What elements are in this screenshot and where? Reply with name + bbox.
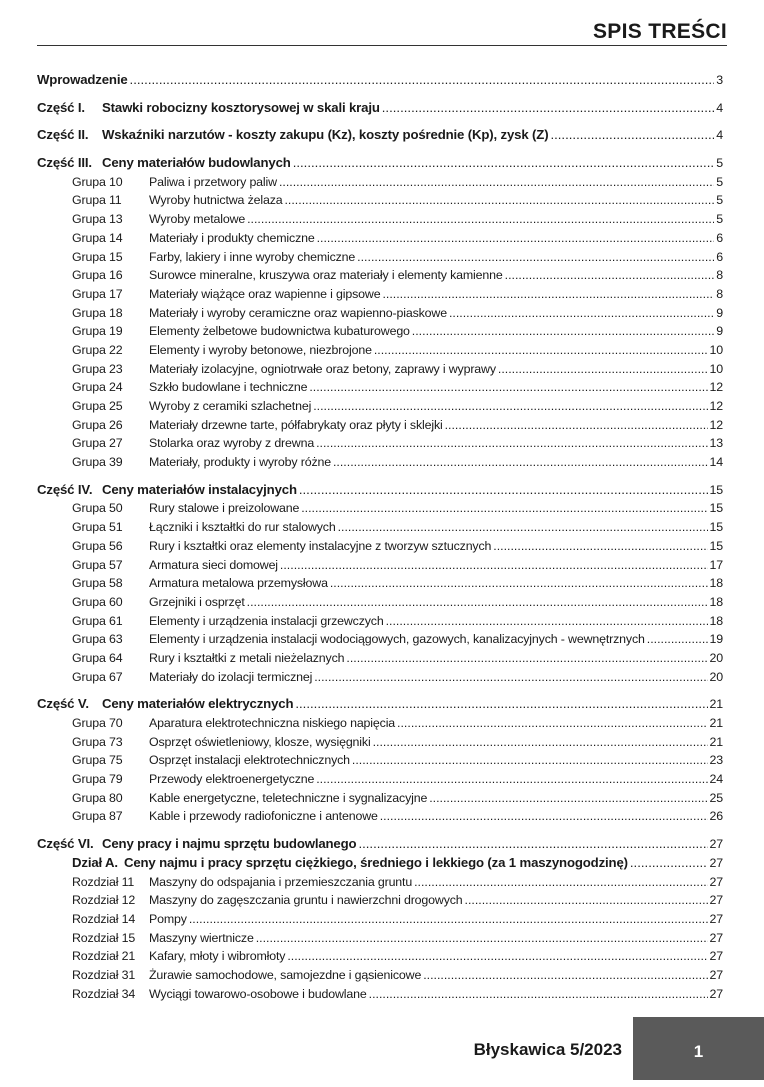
- toc-entry-label: Grupa 75: [72, 753, 123, 768]
- toc-entry-title: Wskaźniki narzutów - koszty zakupu (Kz), koszty pośrednie (Kp), zysk (Z): [102, 127, 549, 143]
- toc-dot-leader: [338, 518, 708, 537]
- toc-entry-label: Grupa 51: [72, 520, 123, 535]
- toc-dot-leader: [284, 191, 714, 210]
- toc-entry-group[interactable]: [37, 285, 723, 304]
- toc-entry-group[interactable]: [37, 341, 723, 360]
- toc-entry-chapter[interactable]: [37, 891, 723, 910]
- toc-entry-page: 21: [709, 697, 723, 712]
- toc-entry-label: Grupa 56: [72, 538, 123, 553]
- toc-dot-leader: [380, 807, 708, 826]
- toc-entry-label: Grupa 50: [72, 501, 123, 516]
- toc-entry-intro[interactable]: [37, 71, 723, 90]
- toc-entry-group[interactable]: [37, 360, 723, 379]
- toc-entry-label: Grupa 39: [72, 455, 123, 470]
- toc-entry-group[interactable]: [37, 266, 723, 285]
- toc-entry-group[interactable]: [37, 556, 723, 575]
- toc-dot-leader: [423, 966, 707, 985]
- toc-entry-page: 10: [709, 342, 723, 357]
- toc-entry-page: 4: [716, 100, 723, 115]
- toc-dot-leader: [429, 789, 707, 808]
- toc-entry-group[interactable]: [37, 649, 723, 668]
- toc-entry-part[interactable]: [37, 99, 723, 118]
- toc-entry-page: 27: [709, 911, 723, 926]
- toc-entry-label: Grupa 70: [72, 716, 123, 730]
- toc-entry-group[interactable]: [37, 733, 723, 752]
- toc-entry-page: 24: [709, 772, 723, 787]
- toc-entry-page: 13: [709, 436, 723, 451]
- toc-entry-label: Rozdział 11: [72, 874, 135, 889]
- toc-entry-title: Ceny pracy i najmu sprzętu budowlanego: [102, 836, 357, 852]
- footer-page-number: 1: [693, 1042, 704, 1061]
- toc-entry-group[interactable]: [37, 714, 723, 733]
- toc-dot-leader: [247, 210, 714, 229]
- toc-entry-page: 19: [709, 632, 723, 647]
- toc-entry-title: Maszyny wiertnicze: [149, 930, 254, 945]
- toc-entry-label: Grupa 13: [72, 212, 123, 227]
- toc-entry-title: Wprowadzenie: [37, 72, 128, 87]
- toc-entry-title: Ceny materiałów budowlanych: [102, 155, 291, 171]
- toc-entry-title: Stawki robocizny kosztorysowej w skali kraju: [102, 99, 380, 115]
- toc-entry-title: Elementy i urządzenia instalacji grzewczych: [149, 613, 384, 628]
- toc-entry-title: Materiały wiążące oraz wapienne i gipsowe: [149, 286, 381, 301]
- toc-entry-group[interactable]: [37, 397, 723, 416]
- toc-entry-page: 8: [716, 268, 723, 283]
- toc-entry-page: 27: [709, 855, 723, 870]
- toc-entry-title: Materiały i produkty chemiczne: [149, 230, 315, 245]
- toc-dot-leader: [293, 154, 715, 173]
- toc-entry-title: Armatura metalowa przemysłowa: [149, 576, 328, 591]
- toc-entry-label: Dział A.: [72, 854, 118, 870]
- toc-entry-title: Pompy: [149, 911, 187, 926]
- toc-entry-page: 5: [716, 212, 723, 227]
- toc-entry-chapter[interactable]: [37, 966, 723, 985]
- toc-entry-page: 21: [709, 716, 723, 730]
- toc-entry-page: 14: [709, 455, 723, 470]
- toc-entry-page: 15: [709, 501, 723, 516]
- toc-dot-leader: [412, 322, 714, 341]
- toc-entry-title: Rury i kształtki oraz elementy instalacyjne z tworzyw sztucznych: [149, 538, 492, 553]
- toc-dot-leader: [414, 873, 707, 892]
- toc-dot-leader: [550, 126, 714, 145]
- toc-entry-label: Grupa 26: [72, 417, 123, 432]
- toc-entry-label: Grupa 58: [72, 576, 123, 591]
- toc-dot-leader: [247, 593, 708, 612]
- toc-dot-leader: [295, 695, 707, 714]
- toc-entry-chapter[interactable]: [37, 985, 723, 1004]
- toc-dot-leader: [397, 714, 707, 733]
- toc-entry-title: Ceny materiałów instalacyjnych: [102, 481, 297, 497]
- toc-entry-label: Grupa 24: [72, 380, 123, 395]
- toc-entry-part[interactable]: [37, 154, 723, 173]
- toc-entry-page: 27: [709, 837, 723, 852]
- toc-entry-title: Wyroby metalowe: [149, 212, 246, 227]
- toc-entry-page: 12: [709, 399, 723, 413]
- toc-entry-label: Grupa 25: [72, 399, 123, 413]
- toc-dot-leader: [316, 770, 707, 789]
- header-divider: [37, 45, 727, 46]
- toc-entry-group[interactable]: [37, 191, 723, 210]
- toc-dot-leader: [189, 910, 708, 929]
- toc-entry-chapter[interactable]: [37, 947, 723, 966]
- toc-entry-label: Grupa 16: [72, 268, 123, 283]
- toc-entry-label: Grupa 73: [72, 734, 123, 749]
- toc-dot-leader: [498, 360, 708, 379]
- toc-entry-group[interactable]: [37, 453, 723, 472]
- toc-entry-label: Grupa 60: [72, 594, 123, 609]
- toc-entry-page: 12: [709, 380, 723, 395]
- toc-entry-title: Armatura sieci domowej: [149, 557, 278, 572]
- toc-dot-leader: [130, 71, 715, 90]
- toc-entry-title: Wyroby z ceramiki szlachetnej: [149, 399, 312, 413]
- toc-entry-title: Elementy i urządzenia instalacji wodociągowych, gazowych, kanalizacyjnych - wewnętrznych: [149, 632, 645, 647]
- toc-dot-leader: [279, 173, 714, 192]
- toc-entry-group[interactable]: [37, 499, 723, 518]
- toc-dot-leader: [314, 668, 707, 687]
- toc-entry-label: Grupa 14: [72, 230, 123, 245]
- toc-entry-group[interactable]: [37, 593, 723, 612]
- toc-entry-title: Elementy żelbetowe budownictwa kubaturowego: [149, 324, 410, 339]
- toc-entry-label: Grupa 22: [72, 342, 123, 357]
- toc-dot-leader: [382, 285, 714, 304]
- toc-entry-group[interactable]: [37, 173, 723, 192]
- toc-entry-page: 18: [709, 576, 723, 591]
- toc-entry-page: 9: [716, 324, 723, 339]
- toc-entry-label: Grupa 80: [72, 790, 123, 805]
- toc-entry-title: Łączniki i kształtki do rur stalowych: [149, 520, 336, 535]
- toc-dot-leader: [630, 854, 708, 873]
- toc-entry-title: Materiały izolacyjne, ogniotrwałe oraz betony, zaprawy i wyprawy: [149, 361, 496, 376]
- toc-dot-leader: [316, 434, 707, 453]
- toc-entry-group[interactable]: [37, 378, 723, 397]
- toc-entry-label: Grupa 57: [72, 557, 123, 572]
- toc-entry-title: Surowce mineralne, kruszywa oraz materiały i elementy kamienne: [149, 268, 503, 283]
- toc-entry-group[interactable]: [37, 210, 723, 229]
- toc-entry-label: Część III.: [37, 155, 92, 171]
- toc-entry-title: Rury stalowe i preizolowane: [149, 501, 300, 516]
- toc-entry-page: 3: [716, 73, 723, 87]
- toc-entry-label: Grupa 11: [72, 193, 122, 208]
- toc-entry-title: Wyciągi towarowo-osobowe i budowlane: [149, 986, 367, 1001]
- toc-entry-label: Grupa 67: [72, 669, 123, 684]
- toc-entry-label: Rozdział 15: [72, 930, 136, 945]
- toc-entry-label: Grupa 27: [72, 436, 123, 451]
- toc-entry-label: Grupa 10: [72, 174, 123, 189]
- toc-entry-label: Część II.: [37, 127, 89, 143]
- toc-entry-title: Paliwa i przetwory paliw: [149, 174, 277, 189]
- toc-entry-title: Osprzęt oświetleniowy, klosze, wysięgniki: [149, 734, 371, 749]
- toc-entry-page: 5: [716, 156, 723, 171]
- toc-dot-leader: [505, 266, 715, 285]
- toc-entry-page: 23: [709, 753, 723, 768]
- toc-entry-page: 17: [709, 557, 723, 572]
- toc-entry-title: Materiały i wyroby ceramiczne oraz wapienno-piaskowe: [149, 305, 447, 320]
- toc-dot-leader: [647, 630, 708, 649]
- toc-entry-title: Kafary, młoty i wibromłoty: [149, 949, 286, 964]
- footer-publication-title: Błyskawica 5/2023: [473, 1040, 622, 1059]
- toc-entry-page: 12: [709, 417, 723, 432]
- toc-entry-page: 5: [716, 174, 723, 189]
- toc-entry-group[interactable]: [37, 537, 723, 556]
- toc-entry-title: Ceny najmu i pracy sprzętu ciężkiego, średniego i lekkiego (za 1 maszynogodzinę): [123, 854, 628, 870]
- toc-entry-group[interactable]: [37, 668, 723, 687]
- toc-entry-title: Materiały do izolacji termicznej: [149, 669, 313, 684]
- toc-entry-page: 10: [709, 361, 723, 376]
- toc-dot-leader: [346, 649, 707, 668]
- toc-entry-page: 27: [709, 967, 723, 982]
- toc-dot-leader: [317, 229, 715, 248]
- toc-dot-leader: [449, 304, 714, 323]
- toc-dot-leader: [313, 397, 707, 416]
- toc-entry-label: Grupa 79: [72, 772, 123, 787]
- toc-entry-title: Maszyny do odspajania i przemieszczania gruntu: [149, 874, 413, 889]
- toc-dot-leader: [301, 499, 707, 518]
- toc-entry-part[interactable]: [37, 835, 723, 854]
- toc-entry-title: Materiały, produkty i wyroby różne: [149, 455, 331, 470]
- toc-entry-label: Rozdział 21: [72, 949, 136, 964]
- toc-entry-group[interactable]: [37, 248, 723, 267]
- toc-dot-leader: [309, 378, 707, 397]
- toc-entry-page: 8: [716, 286, 723, 301]
- toc-dot-leader: [382, 99, 714, 118]
- toc-entry-group[interactable]: [37, 630, 723, 649]
- toc-entry-chapter[interactable]: [37, 929, 723, 948]
- toc-entry-page: 18: [709, 613, 723, 628]
- toc-dot-leader: [369, 985, 708, 1004]
- toc-dot-leader: [287, 947, 707, 966]
- toc-entry-title: Kable energetyczne, teletechniczne i sygnalizacyjne: [149, 790, 428, 805]
- toc-entry-label: Grupa 18: [72, 305, 123, 320]
- toc-entry-group[interactable]: [37, 612, 723, 631]
- toc-entry-title: Rury i kształtki z metali nieżelaznych: [149, 650, 345, 665]
- toc-entry-title: Ceny materiałów elektrycznych: [102, 696, 294, 712]
- toc-entry-group[interactable]: [37, 518, 723, 537]
- toc-entry-title: Farby, lakiery i inne wyroby chemiczne: [149, 249, 356, 264]
- toc-dot-leader: [374, 341, 708, 360]
- toc-entry-label: Rozdział 12: [72, 893, 136, 908]
- toc-entry-chapter[interactable]: [37, 873, 723, 892]
- toc-entry-group[interactable]: [37, 416, 723, 435]
- toc-entry-page: 9: [716, 305, 723, 320]
- toc-dot-leader: [386, 612, 708, 631]
- toc-entry-label: Grupa 15: [72, 249, 123, 264]
- toc-entry-title: Szkło budowlane i techniczne: [149, 380, 308, 395]
- toc-dot-leader: [493, 537, 707, 556]
- toc-entry-page: 15: [709, 538, 723, 553]
- toc-dot-leader: [373, 733, 708, 752]
- toc-entry-group[interactable]: [37, 751, 723, 770]
- toc-entry-page: 5: [716, 193, 723, 208]
- toc-entry-label: Grupa 23: [72, 361, 123, 376]
- toc-entry-page: 25: [709, 790, 723, 805]
- toc-entry-title: Materiały drzewne tarte, półfabrykaty oraz płyty i sklejki: [149, 417, 443, 432]
- toc-entry-page: 18: [709, 594, 723, 609]
- toc-entry-group[interactable]: [37, 574, 723, 593]
- toc-entry-page: 27: [709, 893, 723, 908]
- toc-entry-part[interactable]: [37, 695, 723, 714]
- toc-entry-group[interactable]: [37, 229, 723, 248]
- table-of-contents: [37, 71, 723, 1003]
- toc-entry-title: Przewody elektroenergetyczne: [149, 772, 315, 787]
- toc-entry-label: Rozdział 34: [72, 986, 136, 1001]
- toc-entry-label: Część V.: [37, 696, 89, 712]
- toc-entry-page: 27: [709, 986, 723, 1001]
- toc-entry-page: 20: [709, 650, 723, 665]
- toc-entry-title: Grzejniki i osprzęt: [149, 594, 245, 609]
- toc-entry-page: 27: [709, 930, 723, 945]
- toc-dot-leader: [299, 481, 708, 500]
- toc-entry-section[interactable]: [37, 854, 723, 873]
- toc-dot-leader: [330, 574, 708, 593]
- toc-entry-label: Grupa 63: [72, 632, 123, 647]
- toc-entry-label: Rozdział 31: [72, 967, 136, 982]
- toc-entry-page: 21: [709, 734, 723, 749]
- toc-entry-title: Elementy i wyroby betonowe, niezbrojone: [149, 342, 372, 357]
- toc-entry-page: 27: [709, 874, 723, 889]
- toc-entry-title: Kable i przewody radiofoniczne i antenowe: [149, 809, 378, 824]
- toc-entry-group[interactable]: [37, 770, 723, 789]
- toc-dot-leader: [358, 835, 707, 854]
- toc-entry-part[interactable]: [37, 126, 723, 145]
- toc-entry-label: Grupa 19: [72, 324, 123, 339]
- toc-dot-leader: [465, 891, 708, 910]
- page-title: SPIS TREŚCI: [593, 20, 727, 43]
- toc-entry-group[interactable]: [37, 304, 723, 323]
- toc-entry-page: 4: [716, 128, 723, 143]
- toc-entry-label: Grupa 87: [72, 809, 123, 824]
- toc-entry-label: Rozdział 14: [72, 911, 136, 926]
- toc-dot-leader: [256, 929, 708, 948]
- toc-entry-label: Grupa 17: [72, 286, 123, 301]
- toc-entry-title: Aparatura elektrotechniczna niskiego napięcia: [149, 716, 396, 730]
- toc-entry-page: 20: [709, 669, 723, 684]
- toc-entry-page: 6: [716, 230, 723, 245]
- toc-entry-part[interactable]: [37, 481, 723, 500]
- toc-entry-label: Grupa 61: [72, 613, 123, 628]
- toc-dot-leader: [280, 556, 708, 575]
- toc-entry-group[interactable]: [37, 434, 723, 453]
- toc-entry-title: Osprzęt instalacji elektrotechnicznych: [149, 753, 350, 768]
- toc-entry-title: Maszyny do zagęszczania gruntu i nawierzchni drogowych: [149, 893, 463, 908]
- toc-entry-group[interactable]: [37, 322, 723, 341]
- toc-entry-title: Żurawie samochodowe, samojezdne i gąsienicowe: [149, 967, 422, 982]
- toc-entry-page: 26: [709, 809, 723, 824]
- toc-entry-label: Grupa 64: [72, 650, 123, 665]
- toc-entry-title: Wyroby hutnictwa żelaza: [149, 193, 283, 208]
- toc-dot-leader: [352, 751, 708, 770]
- toc-entry-page: 6: [716, 249, 723, 264]
- toc-entry-label: Część IV.: [37, 481, 93, 497]
- toc-entry-label: Część I.: [37, 99, 85, 115]
- toc-dot-leader: [333, 453, 708, 472]
- toc-entry-page: 27: [709, 949, 723, 964]
- toc-entry-page: 15: [709, 482, 723, 497]
- toc-entry-title: Stolarka oraz wyroby z drewna: [149, 436, 315, 451]
- toc-entry-group[interactable]: [37, 807, 723, 826]
- toc-entry-chapter[interactable]: [37, 910, 723, 929]
- toc-dot-leader: [445, 416, 708, 435]
- toc-dot-leader: [357, 248, 714, 267]
- toc-entry-group[interactable]: [37, 789, 723, 808]
- toc-entry-page: 15: [709, 520, 723, 535]
- toc-entry-label: Część VI.: [37, 836, 94, 852]
